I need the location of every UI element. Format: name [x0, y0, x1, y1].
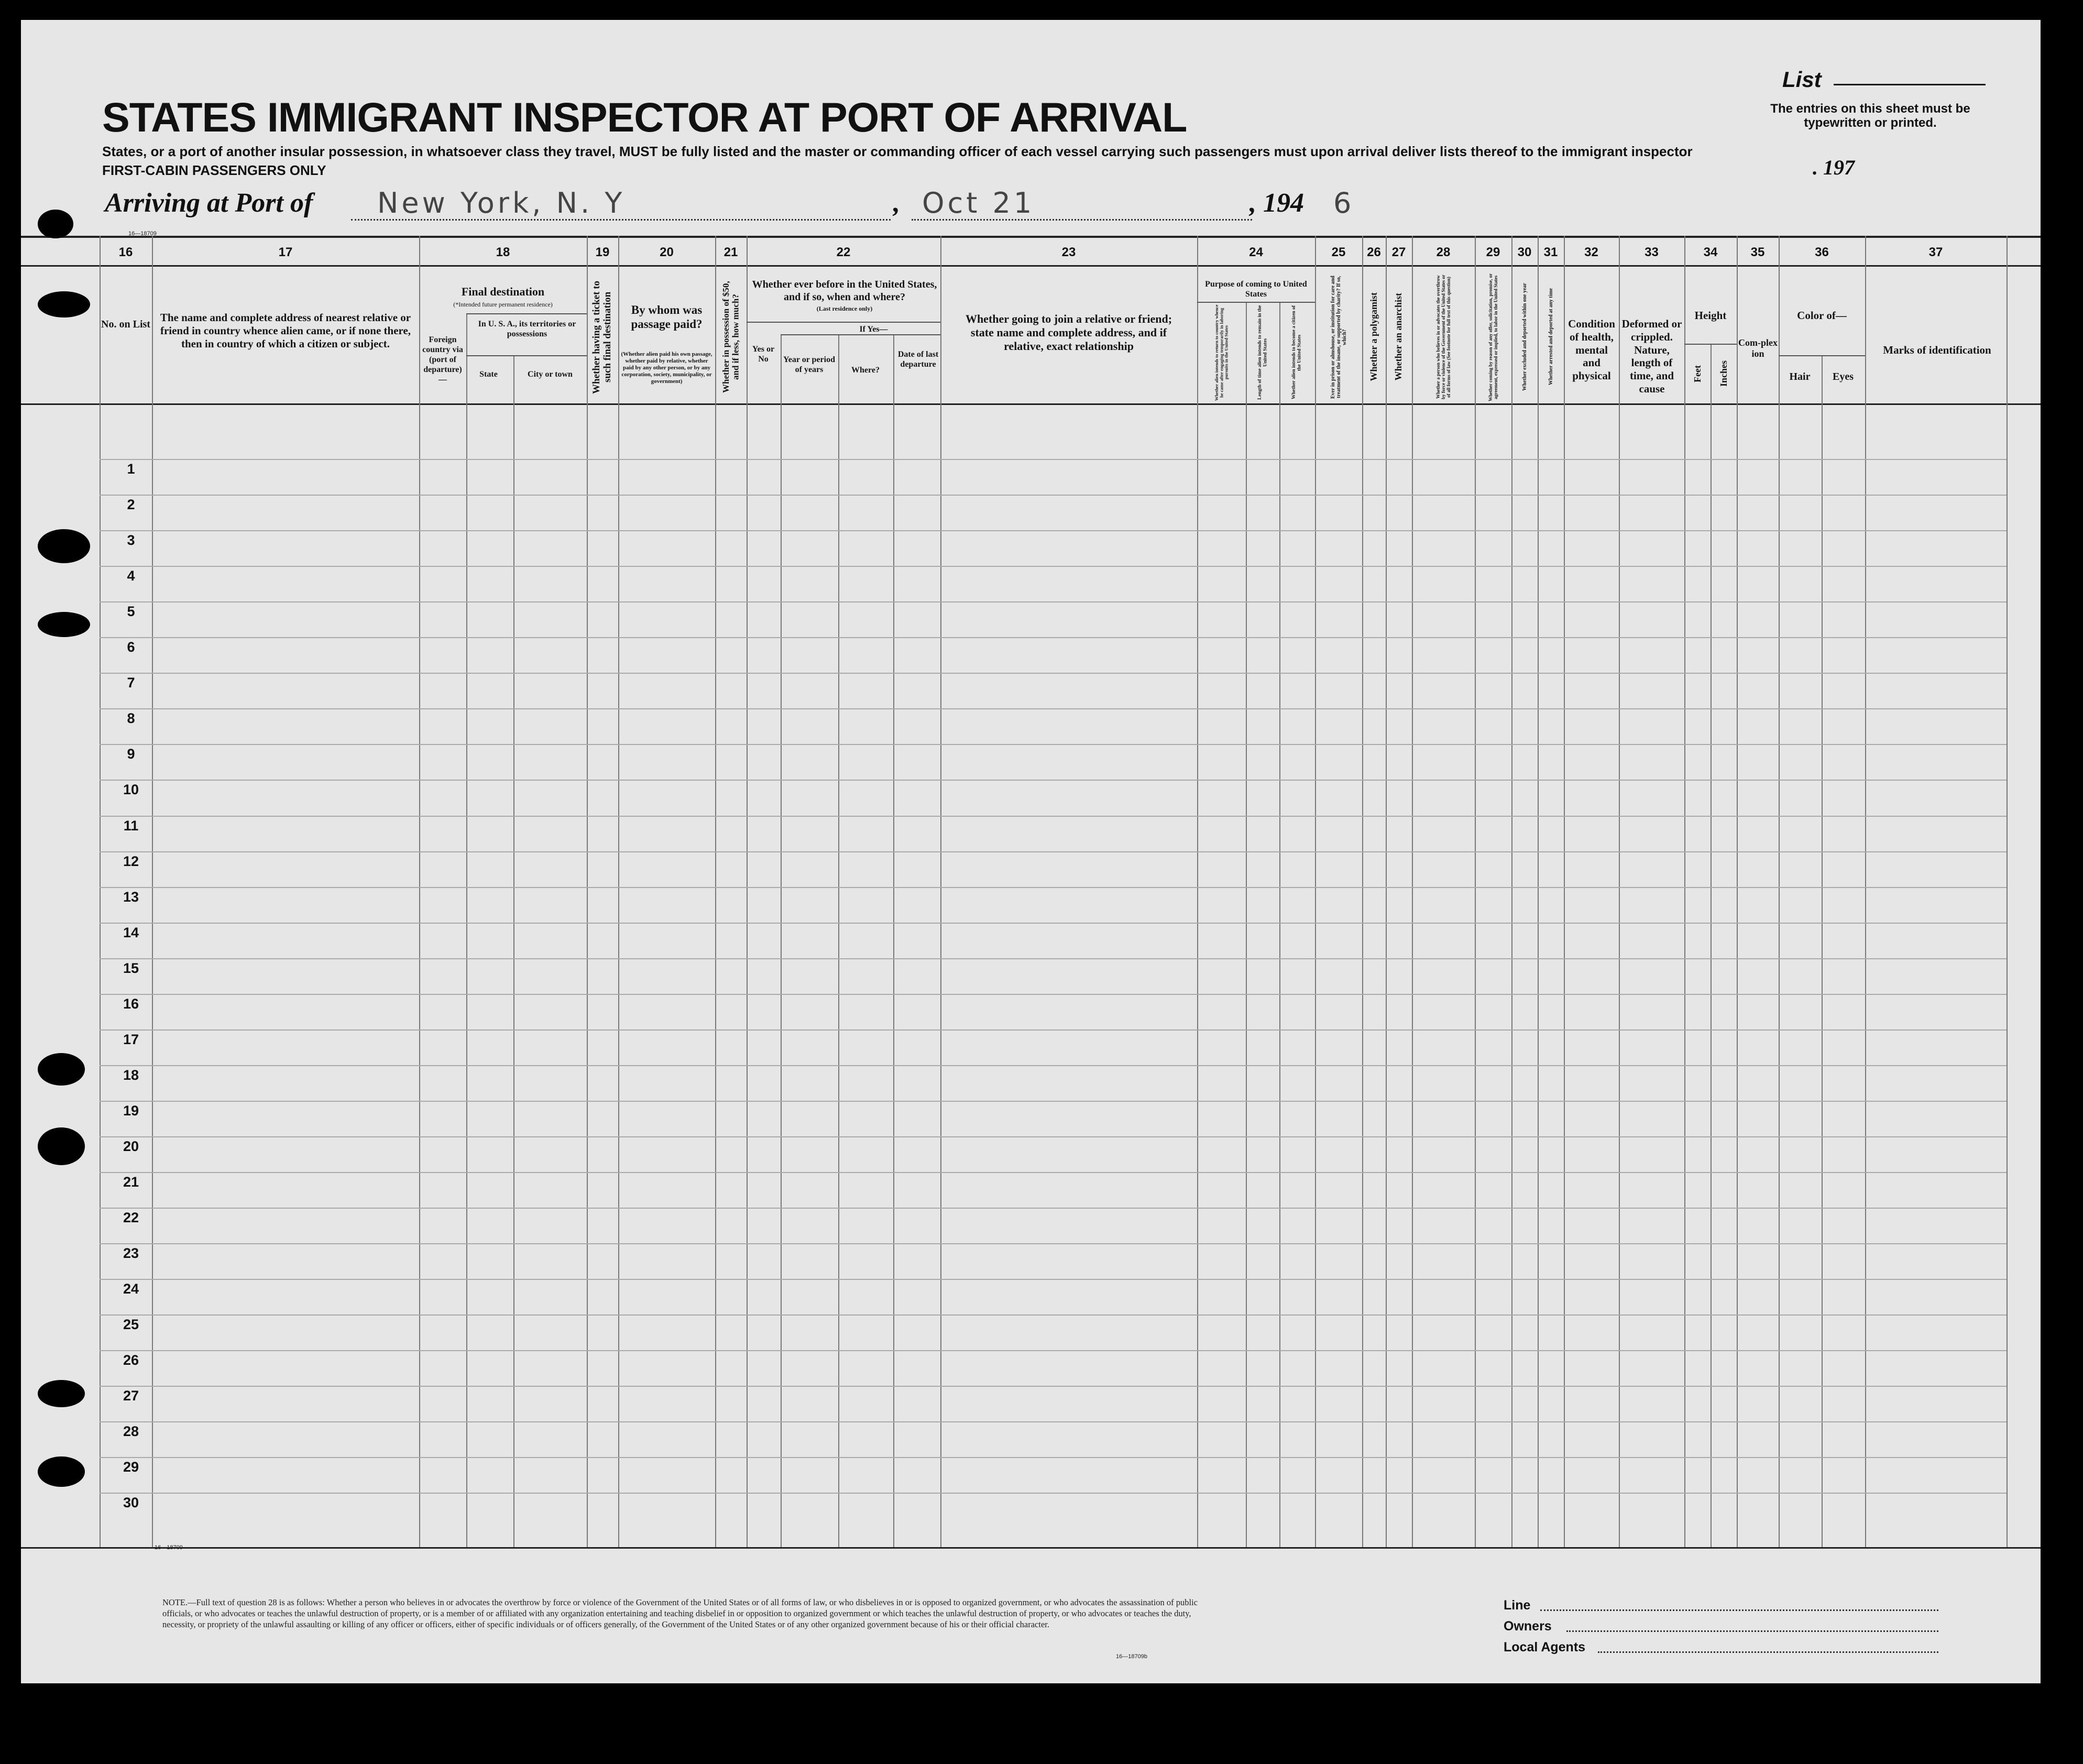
row-number: 14: [123, 924, 139, 940]
row-rule: [100, 459, 2007, 460]
owners-label: Owners: [1504, 1619, 1552, 1634]
header-subrule: [747, 322, 940, 323]
row-rule: [100, 816, 2007, 817]
column-divider: [2007, 236, 2008, 1547]
row-rule: [100, 566, 2007, 567]
col-22-note: (Last residence only): [816, 305, 873, 312]
row-number: 28: [123, 1423, 139, 1440]
col-26-header-box: [1363, 271, 1385, 402]
punch-hole: [38, 1053, 85, 1086]
col-32-header: Condition of health, mental and physical: [1568, 317, 1615, 382]
col-num-17: 17: [278, 245, 293, 259]
header-subrule: [466, 313, 587, 314]
row-number: 5: [127, 604, 135, 620]
col-18-state: State: [479, 370, 498, 379]
col-21-header: Whether in possession of $50, and if less, how much?: [720, 281, 741, 393]
col-28-header-box: [1413, 271, 1474, 402]
col-18-foreign: Foreign country via (port of departure)—: [422, 335, 463, 384]
port-value: New York, N. Y: [377, 187, 626, 220]
subcolumn-divider: [893, 334, 894, 1547]
row-rule: [100, 601, 2007, 602]
row-rule: [100, 1101, 2007, 1102]
local-agents-field[interactable]: [1598, 1651, 1938, 1653]
col-22-header: Whether ever before in the United States, and if so, when and where?: [752, 279, 937, 303]
col-22-where: Where?: [851, 366, 880, 375]
col-23-header: Whether going to join a relative or friend; state name and complete address, and if relative, exact relationship: [965, 312, 1172, 353]
row-number: 10: [123, 782, 139, 798]
col-17-header: The name and complete address of nearest relative or friend in country whence alien came, or if none there, then in country of which a citizen or subject.: [160, 311, 411, 350]
col-num-16: 16: [118, 245, 133, 259]
row-rule: [100, 1493, 2007, 1494]
row-number: 9: [127, 746, 135, 762]
row-rule: [100, 1243, 2007, 1244]
row-rule: [100, 1350, 2007, 1351]
col-16-header: No. on List: [101, 319, 150, 330]
punch-hole: [38, 1380, 85, 1407]
row-number: 17: [123, 1031, 139, 1047]
row-number: 19: [123, 1102, 139, 1119]
entries-note: The entries on this sheet must be typewritten or printed.: [1770, 102, 1970, 130]
row-number: 22: [123, 1210, 139, 1226]
col-num-35: 35: [1750, 245, 1765, 259]
row-rule: [100, 530, 2007, 531]
row-rule: [100, 1172, 2007, 1173]
col-num-29: 29: [1486, 245, 1500, 259]
col-37-header: Marks of identification: [1883, 344, 1991, 356]
row-number: 26: [123, 1352, 139, 1368]
form-subtitle: States, or a port of another insular possession, in whatsoever class they travel, MUST be fully listed and the master or commanding officer of each vessel carrying such passengers must upon arrival deliver lists thereof to the immigrant inspector: [102, 144, 1693, 159]
col-num-24: 24: [1249, 245, 1263, 259]
col-25-header: Ever in prison or almshouse, or institution for care and treatment of the insane, or supported by charity? If so, which?: [1330, 275, 1347, 399]
subcolumn-divider: [513, 355, 514, 1547]
header-subrule: [466, 355, 587, 356]
row-rule: [100, 851, 2007, 852]
arriving-label: Arriving at Port of: [105, 188, 313, 218]
punch-hole: [38, 612, 90, 637]
col-30-header: Whether excluded and deported within one year: [1522, 283, 1528, 391]
row-rule: [100, 637, 2007, 638]
col-24-v1: Whether alien intends to return to country whence he came after engaging temporarily in laboring pursuits in the United States: [1213, 304, 1229, 401]
col-33-header: Deformed or crippled. Nature, length of time, and cause: [1621, 317, 1682, 395]
row-rule: [100, 1421, 2007, 1422]
subcolumn-divider: [1711, 345, 1712, 1547]
row-number: 25: [123, 1317, 139, 1333]
row-number: 11: [123, 817, 139, 834]
row-number: 2: [127, 497, 135, 513]
col-22-date-dep: Date of last departure: [897, 350, 939, 369]
year-label: , 194: [1249, 188, 1304, 218]
col-num-18: 18: [496, 245, 510, 259]
row-rule: [100, 1386, 2007, 1387]
col-24-header: Purpose of coming to United States: [1205, 280, 1307, 299]
row-number: 8: [127, 710, 135, 727]
col-num-31: 31: [1543, 245, 1558, 259]
subcolumn-divider: [1246, 303, 1247, 1547]
col-num-34: 34: [1703, 245, 1718, 259]
col-29-header-box: [1476, 271, 1510, 402]
date-value: Oct 21: [922, 187, 1035, 220]
col-num-32: 32: [1584, 245, 1598, 259]
subcolumn-divider: [838, 334, 839, 1547]
row-rule: [100, 1029, 2007, 1031]
row-rule: [100, 887, 2007, 888]
col-28-header: Whether a person who believes in or advocates the overthrow by force or violence of the Government of the United States or of all forms of law (See footnote for full text of this question): [1435, 275, 1451, 399]
col-18-note: (*Intended future permanent residence): [453, 301, 553, 308]
row-number: 15: [123, 960, 139, 976]
col-18-city: City or town: [528, 370, 573, 379]
row-number: 6: [127, 639, 135, 655]
col-18-usa: In U. S. A., its territories or possessions: [478, 320, 576, 338]
row-rule: [100, 1136, 2007, 1137]
col-num-22: 22: [836, 245, 851, 259]
col-num-27: 27: [1391, 245, 1406, 259]
col-num-25: 25: [1331, 245, 1346, 259]
col-22-yes-no: Yes or No: [752, 345, 775, 364]
owners-field[interactable]: [1566, 1630, 1938, 1632]
col-20-header: By whom was passage paid?: [631, 303, 703, 331]
col-19-header-box: [589, 271, 616, 402]
col-24-v2: Length of time alien intends to remain in the United States: [1257, 305, 1268, 400]
col-num-21: 21: [723, 245, 738, 259]
year-value: 6: [1333, 187, 1355, 220]
col-num-37: 37: [1928, 245, 1943, 259]
col-34-inches: Inches: [1718, 360, 1729, 387]
col-num-20: 20: [660, 245, 674, 259]
subcolumn-divider: [1279, 303, 1280, 1547]
col-36-hair: Hair: [1789, 371, 1811, 382]
row-number: 12: [123, 853, 139, 869]
row-rule: [100, 780, 2007, 781]
subcolumn-divider: [466, 313, 467, 1547]
header-subrule: [1779, 355, 1865, 356]
row-number: 21: [123, 1174, 139, 1190]
line-label: Line: [1504, 1598, 1531, 1613]
col-34-header: Height: [1694, 309, 1727, 322]
year-prefix: . 197: [1813, 156, 1855, 179]
col-21-header-box: [717, 271, 746, 402]
punch-hole: [38, 291, 90, 317]
subcolumn-divider: [1822, 355, 1823, 1547]
col-num-36: 36: [1815, 245, 1829, 259]
punch-hole: [38, 529, 90, 563]
col-34-feet: Feet: [1692, 365, 1703, 382]
subcolumn-divider: [781, 334, 782, 1547]
row-rule: [100, 708, 2007, 709]
row-number: 7: [127, 675, 135, 691]
col-24-v3-box: [1280, 303, 1314, 402]
line-field[interactable]: [1540, 1609, 1938, 1611]
row-rule: [100, 1457, 2007, 1458]
col-num-28: 28: [1436, 245, 1451, 259]
row-number: 16: [123, 995, 139, 1012]
row-number: 30: [123, 1495, 139, 1511]
col-num-19: 19: [595, 245, 610, 259]
row-number: 3: [127, 532, 135, 549]
col-num-23: 23: [1061, 245, 1076, 259]
row-rule: [100, 744, 2007, 745]
col-31-header-box: [1539, 271, 1563, 402]
comma-1: ,: [893, 188, 900, 218]
row-rule: [100, 994, 2007, 995]
row-rule: [100, 923, 2007, 924]
row-number: 4: [127, 568, 135, 584]
row-number: 18: [123, 1067, 139, 1083]
col-36-header: Color of—: [1797, 309, 1847, 322]
row-number: 29: [123, 1459, 139, 1475]
punch-hole: [38, 210, 73, 238]
row-rule: [100, 673, 2007, 674]
manifest-sheet: [21, 20, 2041, 1683]
col-19-header: Whether having a ticket to such final destination: [591, 280, 613, 394]
list-number-line: [1834, 84, 1986, 85]
row-number: 1: [127, 461, 135, 477]
class-line: FIRST-CABIN PASSENGERS ONLY: [102, 162, 326, 178]
list-label: List: [1782, 67, 1822, 92]
col-22-if-yes: If Yes—: [859, 325, 888, 334]
row-number: 13: [123, 889, 139, 905]
col-num-30: 30: [1517, 245, 1532, 259]
col-num-26: 26: [1367, 245, 1381, 259]
row-rule: [100, 1279, 2007, 1280]
row-number: 24: [123, 1281, 139, 1297]
col-27-header: Whether an anarchist: [1393, 293, 1404, 381]
row-rule: [100, 958, 2007, 959]
col-24-v1-box: [1199, 303, 1245, 402]
local-agents-label: Local Agents: [1504, 1640, 1586, 1655]
row-number: 27: [123, 1388, 139, 1404]
table-bottom-rule: [21, 1547, 2041, 1549]
col-22-period: Year or period of years: [783, 355, 835, 374]
col-31-header: Whether arrested and deported at any time: [1548, 288, 1554, 386]
col-25-header-box: [1317, 271, 1361, 402]
col-34-inches-box: [1712, 345, 1736, 402]
col-35-header: Com-plexion: [1738, 337, 1778, 359]
col-24-v2-box: [1247, 303, 1278, 402]
row-rule: [100, 1314, 2007, 1316]
col-30-header-box: [1513, 271, 1537, 402]
col-36-eyes: Eyes: [1833, 371, 1854, 382]
footnote-form-number: 16—18709b: [1116, 1653, 1147, 1660]
form-number-bottom: 16—18709: [155, 1544, 183, 1551]
col-20-note: (Whether alien paid his own passage, whether paid by relative, whether paid by any other person, or by any corporation, society, municipality, or government): [621, 351, 712, 385]
row-rule: [100, 1065, 2007, 1066]
row-number: 20: [123, 1138, 139, 1154]
col-26-header: Whether a polygamist: [1368, 292, 1379, 381]
col-29-header: Whether coming by reason of any offer, solicitation, promise, or agreement, expressed or implied, to labor in the United States: [1487, 272, 1498, 401]
punch-hole: [38, 1127, 85, 1165]
row-rule: [100, 1208, 2007, 1209]
row-number: 23: [123, 1245, 139, 1262]
col-27-header-box: [1387, 271, 1411, 402]
form-title: STATES IMMIGRANT INSPECTOR AT PORT OF ARRIVAL: [102, 94, 1187, 140]
row-rule: [100, 495, 2007, 496]
punch-hole: [38, 1456, 85, 1487]
col-24-v3: Whether alien intends to become a citizen of the United States: [1291, 305, 1302, 400]
form-number-top: 16—18709: [128, 231, 157, 237]
col-34-feet-box: [1686, 345, 1709, 402]
col-num-33: 33: [1645, 245, 1659, 259]
footnote-question-28: NOTE.—Full text of question 28 is as follows: Whether a person who believes in or advocates the overthrow by force or violence of the Government of the United States or of all forms of law, or who disbelieves in or is opposed to organized government, or who advocates the assassination of public officials, or who advocates or teaches the unlawful destruction of property, or is a member of or affiliated with any organization entertaining and teaching disbelief in or opposition to organized government or which teaches the unlawful destruction of property, or who advocates or teaches the duty, necessity, or propriety of the unlawful assaulting or killing of any officer or officers, either of specific individuals or of officers generally, of the Government of the United States or of any other organized government because of his or their official character.: [162, 1597, 1198, 1629]
col-18-header: Final destination: [461, 285, 545, 298]
